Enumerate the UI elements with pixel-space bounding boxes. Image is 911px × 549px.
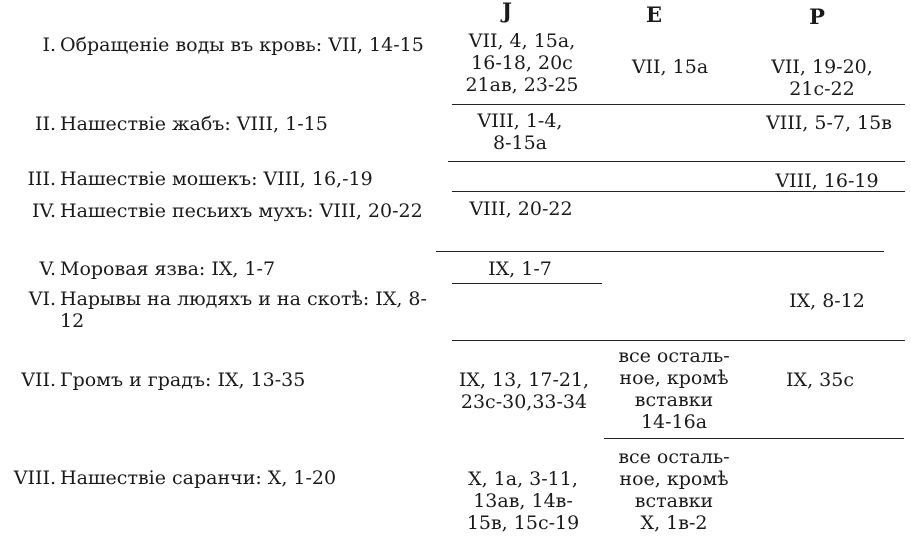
plague-row-5 [0, 258, 440, 280]
cell-p-row-3: VIII, 16-19 [775, 170, 879, 192]
plague-title: Нашествіе песьихъ мухъ: VIII, 20-22 [60, 200, 423, 222]
row-divider [452, 104, 905, 105]
cell-e-row-8: все осталь- ное, кромѣ вставки X, 1в-2 [618, 446, 730, 534]
row-divider [436, 251, 884, 252]
row-divider [452, 340, 905, 341]
plague-row-8 [0, 467, 440, 489]
row-divider [604, 438, 904, 439]
cell-j-row-2: VIII, 1-4, 8-15а [477, 110, 563, 154]
plague-row-4 [0, 200, 440, 222]
row-divider [452, 191, 905, 192]
cell-e-row-7: все осталь- ное, кромѣ вставки 14-16а [618, 345, 730, 433]
cell-j-row-8: X, 1а, 3-11, 13ав, 14в- 15в, 15с-19 [466, 468, 580, 534]
plague-row-7 [0, 369, 440, 391]
cell-j-row-1: VII, 4, 15а, 16-18, 20с 21ав, 23-25 [465, 30, 579, 96]
plague-number: IV. [32, 200, 56, 222]
cell-e-row-1: VII, 15а [631, 56, 709, 78]
plague-title: Нашествіе мошекъ: VIII, 16,-19 [60, 168, 373, 190]
plague-title: Нашествіе жабъ: VIII, 1-15 [60, 113, 328, 135]
cell-p-row-6: IX, 8-12 [789, 290, 865, 312]
plague-number: III. [27, 168, 56, 190]
plague-title: Нашествіе саранчи: X, 1-20 [60, 467, 337, 489]
plague-title: Громъ и градъ: IX, 13-35 [60, 369, 306, 391]
cell-p-row-1: VII, 19-20, 21с-22 [771, 56, 873, 100]
plague-title: Моровая язва: IX, 1-7 [60, 258, 276, 280]
cell-p-row-2: VIII, 5-7, 15в [766, 112, 892, 134]
cell-j-row-4: VIII, 20-22 [469, 198, 573, 220]
column-header-e: E [645, 2, 662, 27]
plague-number: I. [42, 34, 56, 56]
cell-j-row-5: IX, 1-7 [488, 258, 552, 280]
plague-row-3 [0, 168, 440, 190]
column-header-p: P [809, 4, 825, 29]
plague-number: VI. [28, 288, 56, 310]
column-header-j: J [502, 0, 512, 23]
plague-row-2 [0, 113, 440, 135]
plague-row-1 [0, 34, 440, 56]
cell-j-row-7: IX, 13, 17-21, 23с-30,33-34 [458, 369, 590, 413]
cell-p-row-7: IX, 35с [786, 369, 854, 391]
plague-title: Нарывы на людяхъ и на скотѣ: IX, 8-12 [60, 288, 427, 332]
plague-number: V. [39, 258, 56, 280]
plague-title: Обращеніе воды въ кровь: VII, 14-15 [60, 34, 424, 56]
plague-number: VIII. [13, 467, 56, 489]
plague-number: VII. [21, 369, 56, 391]
row-divider [448, 161, 905, 162]
plague-number: II. [34, 113, 56, 135]
plague-row-6 [0, 288, 440, 332]
row-divider [452, 283, 602, 284]
